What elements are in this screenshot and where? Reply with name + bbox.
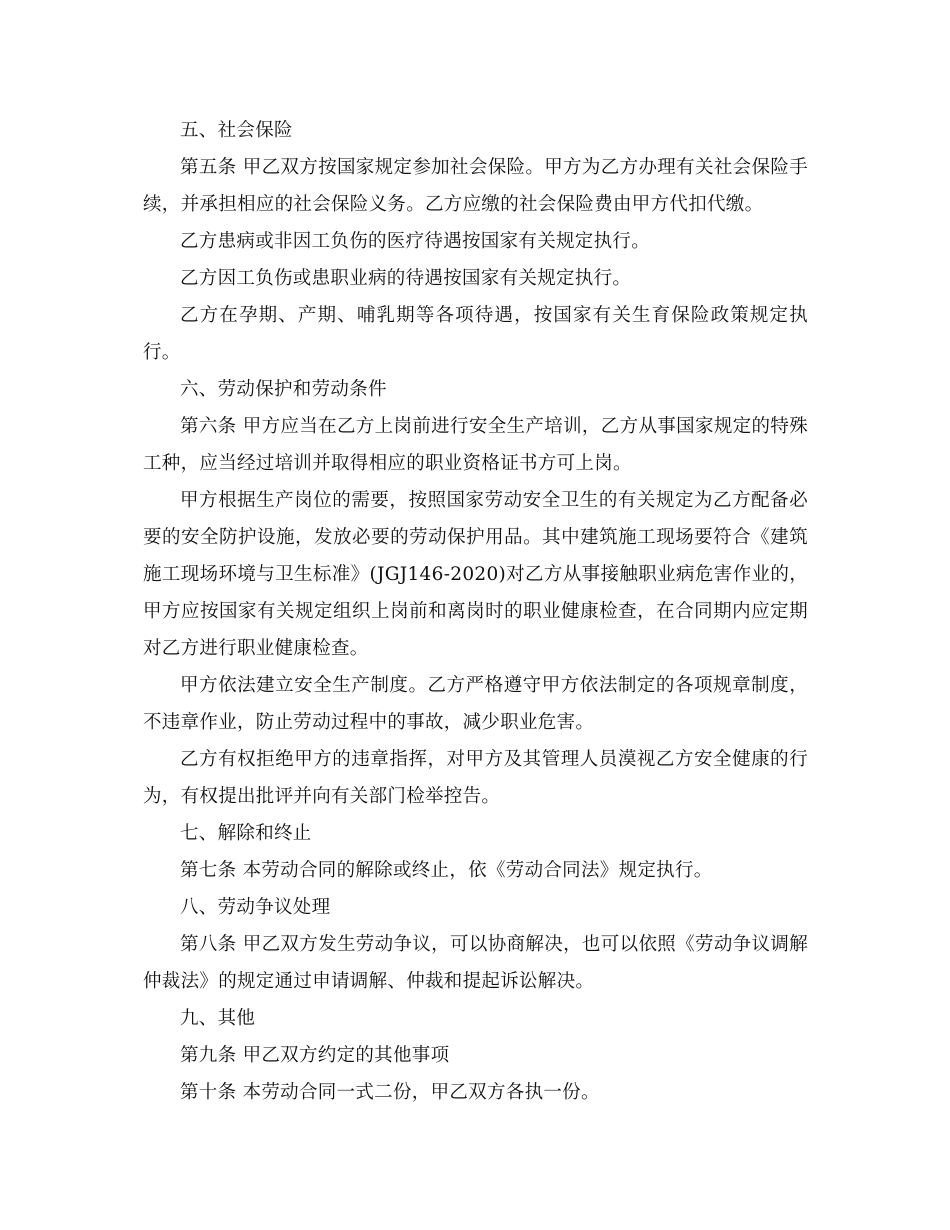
article-5-maternity-paragraph: 乙方在孕期、产期、哺乳期等各项待遇，按国家有关生育保险政策规定执行。	[143, 305, 808, 363]
article-5-medical-treatment-paragraph: 乙方患病或非因工负伤的医疗待遇按国家有关规定执行。	[180, 231, 651, 252]
article-6-right-to-refuse-paragraph: 乙方有权拒绝甲方的违章指挥，对甲方及其管理人员漠视乙方安全健康的行为，有权提出批评并向有关部门检举控告。	[143, 749, 808, 807]
section-heading-labor-disputes: 八、劳动争议处理	[180, 897, 331, 918]
section-heading-labor-protection: 六、劳动保护和劳动条件	[180, 379, 387, 400]
article-5-paragraph: 第五条 甲乙双方按国家规定参加社会保险。甲方为乙方办理有关社会保险手续，并承担相应的社会保险义务。乙方应缴的社会保险费由甲方代扣代缴。	[143, 157, 808, 215]
document-body	[143, 112, 808, 1111]
article-10-paragraph: 第十条 本劳动合同一式二份，甲乙双方各执一份。	[180, 1082, 600, 1103]
article-7-paragraph: 第七条 本劳动合同的解除或终止，依《劳动合同法》规定执行。	[180, 860, 713, 881]
section-heading-termination: 七、解除和终止	[180, 823, 312, 844]
article-8-paragraph: 第八条 甲乙双方发生劳动争议，可以协商解决，也可以依照《劳动争议调解仲裁法》的规定通过申请调解、仲裁和提起诉讼解决。	[143, 934, 808, 992]
article-9-paragraph: 第九条 甲乙双方约定的其他事项	[180, 1045, 450, 1066]
article-6-paragraph: 第六条 甲方应当在乙方上岗前进行安全生产培训，乙方从事国家规定的特殊工种，应当经过培训并取得相应的职业资格证书方可上岗。	[143, 416, 808, 474]
section-heading-social-insurance: 五、社会保险	[180, 120, 293, 141]
section-heading-other: 九、其他	[180, 1008, 256, 1029]
article-6-safety-system-paragraph: 甲方依法建立安全生产制度。乙方严格遵守甲方依法制定的各项规章制度，不违章作业，防止劳动过程中的事故，减少职业危害。	[143, 675, 808, 733]
article-6-safety-facilities-paragraph: 甲方根据生产岗位的需要，按照国家劳动安全卫生的有关规定为乙方配备必要的安全防护设施，发放必要的劳动保护用品。其中建筑施工现场要符合《建筑施工现场环境与卫生标准》(JGJ146-2020)对乙方从事接触职业病危害作业的，甲方应按国家有关规定组织上岗前和离岗时的职业健康检查，在合同期内应定期对乙方进行职业健康检查。	[143, 490, 808, 659]
article-5-work-injury-paragraph: 乙方因工负伤或患职业病的待遇按国家有关规定执行。	[180, 268, 632, 289]
